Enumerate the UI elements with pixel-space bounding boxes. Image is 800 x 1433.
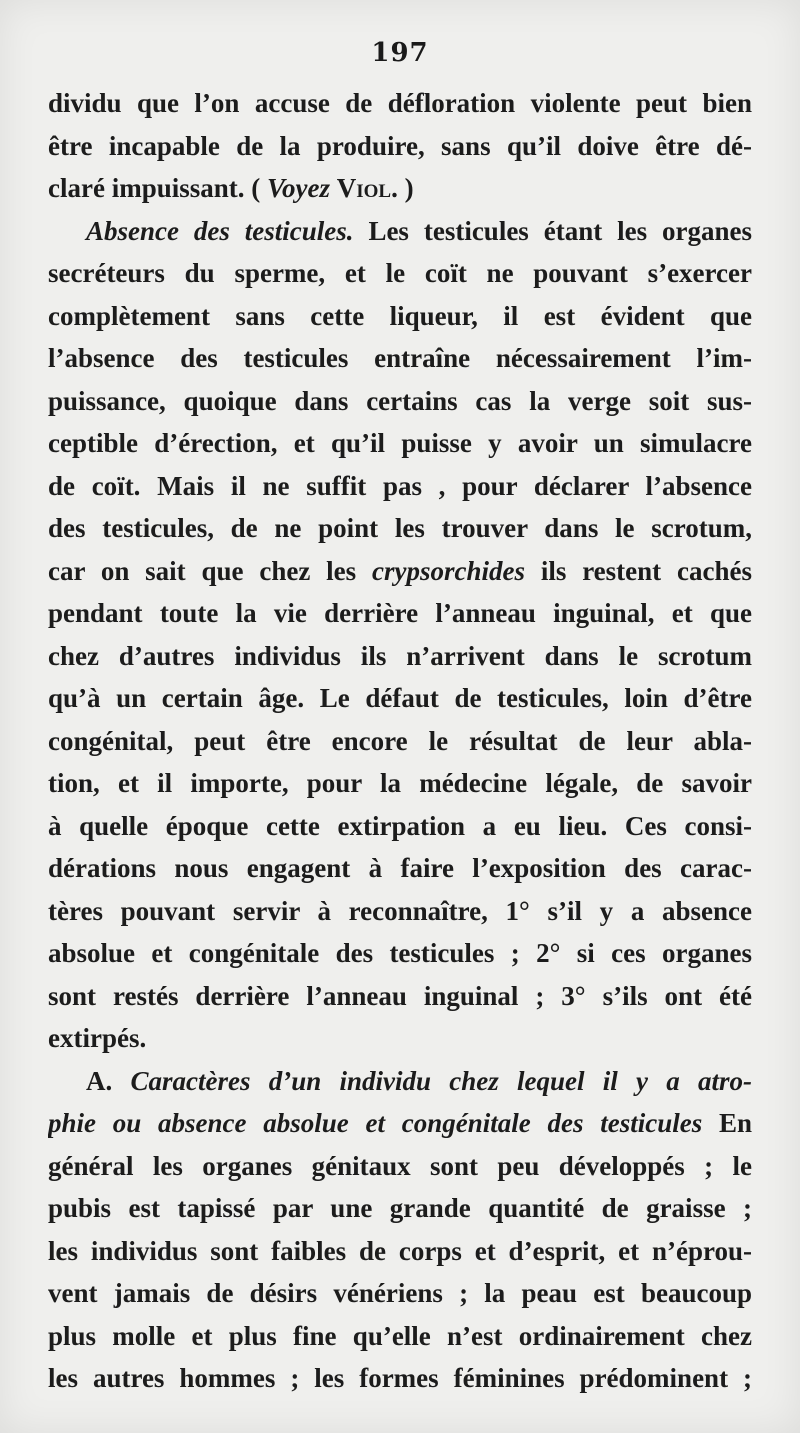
text-line <box>48 1187 752 1230</box>
text-line <box>48 1272 752 1315</box>
text-segment: qu’à un certain âge. Le défaut de testicules, loin d’être <box>48 683 752 713</box>
text-line <box>48 1357 752 1400</box>
text-segment: A. <box>86 1065 131 1096</box>
text-line <box>48 252 752 295</box>
text-segment: complètement sans cette liqueur, il est évident que <box>48 300 752 331</box>
text-segment: dérations nous engagent à faire l’exposition des carac- <box>48 853 752 883</box>
text-segment: pubis est tapissé par une grande quantité de graisse ; <box>48 1193 752 1223</box>
text-segment: les autres hommes ; les formes féminines prédominent ; <box>48 1363 752 1393</box>
text-segment: puissance, quoique dans certains cas la verge soit sus- <box>48 385 752 416</box>
text-line <box>48 550 752 593</box>
text-line <box>48 167 752 210</box>
text-segment: congénital, peut être encore le résultat de leur abla- <box>48 725 752 756</box>
text-segment: tion, et il importe, pour la médecine légale, de savoir <box>48 768 752 798</box>
text-segment: des testicules, de ne point les trouver dans le scrotum, <box>48 513 752 543</box>
body-text <box>48 82 752 1400</box>
text-line <box>48 677 752 720</box>
italic-text: Caractères d’un individu chez lequel il y a atro- <box>130 1065 752 1096</box>
text-segment: dividu que l’on accuse de défloration violente peut bien <box>48 88 752 118</box>
text-segment: ils restent cachés <box>525 555 752 586</box>
page-number: 197 <box>371 38 429 68</box>
text-line <box>48 295 752 338</box>
text-segment: car on sait que chez les <box>48 555 373 586</box>
text-line <box>48 975 752 1018</box>
text-segment: claré impuissant. ( <box>48 173 267 203</box>
text-segment <box>330 173 337 203</box>
text-segment: tères pouvant servir à reconnaître, 1° s’il y a absence <box>48 895 752 926</box>
text-line <box>48 82 752 125</box>
italic-text: Voyez <box>267 173 330 203</box>
text-segment: sont restés derrière l’anneau inguinal ; 3° s’ils ont été <box>48 980 752 1011</box>
text-segment: être incapable de la produire, sans qu’il doive être dé- <box>48 130 752 161</box>
text-line <box>48 465 752 508</box>
text-line <box>48 932 752 975</box>
text-segment: ceptible d’érection, et qu’il puisse y avoir un simulacre <box>48 428 752 458</box>
italic-text: Absence des testicules. <box>86 215 354 246</box>
text-segment: l’absence des testicules entraîne nécessairement l’im- <box>48 343 752 373</box>
text-line <box>48 337 752 380</box>
italic-text: crypsorchides <box>372 555 525 586</box>
text-segment: . ) <box>391 173 414 203</box>
text-line <box>48 1145 752 1188</box>
text-line <box>48 890 752 933</box>
text-line <box>48 762 752 805</box>
text-segment: Les testicules étant les organes <box>353 215 752 246</box>
text-line <box>48 422 752 465</box>
text-line <box>48 1060 752 1103</box>
text-line <box>48 380 752 423</box>
text-line <box>48 1230 752 1273</box>
text-segment: plus molle et plus fine qu’elle n’est ordinairement chez <box>48 1320 752 1351</box>
text-segment: secréteurs du sperme, et le coït ne pouvant s’exercer <box>48 258 752 288</box>
text-segment: En <box>702 1108 752 1138</box>
text-line <box>48 507 752 550</box>
text-line <box>48 125 752 168</box>
text-segment: de coït. Mais il ne suffit pas , pour déclarer l’absence <box>48 470 752 501</box>
text-segment: pendant toute la vie derrière l’anneau inguinal, et que <box>48 598 752 628</box>
text-line <box>48 1315 752 1358</box>
text-line <box>48 720 752 763</box>
text-segment: chez d’autres individus ils n’arrivent dans le scrotum <box>48 640 752 671</box>
text-segment: à quelle époque cette extirpation a eu lieu. Ces consi- <box>48 810 752 841</box>
text-line <box>48 805 752 848</box>
text-segment: vent jamais de désirs vénériens ; la peau est beaucoup <box>48 1278 752 1308</box>
text-line <box>48 635 752 678</box>
text-line <box>48 847 752 890</box>
text-segment: les individus sont faibles de corps et d’esprit, et n’éprou- <box>48 1235 752 1266</box>
text-line <box>48 1017 752 1060</box>
text-segment: absolue et congénitale des testicules ; 2° si ces organes <box>48 938 752 968</box>
small-caps-text: Viol <box>336 173 392 203</box>
text-segment: extirpés. <box>48 1023 147 1053</box>
text-line <box>48 1102 752 1145</box>
text-segment: général les organes génitaux sont peu développés ; le <box>48 1150 752 1181</box>
text-line <box>48 210 752 253</box>
italic-text: phie ou absence absolue et congénitale des testicules <box>48 1108 703 1138</box>
text-line <box>48 592 752 635</box>
